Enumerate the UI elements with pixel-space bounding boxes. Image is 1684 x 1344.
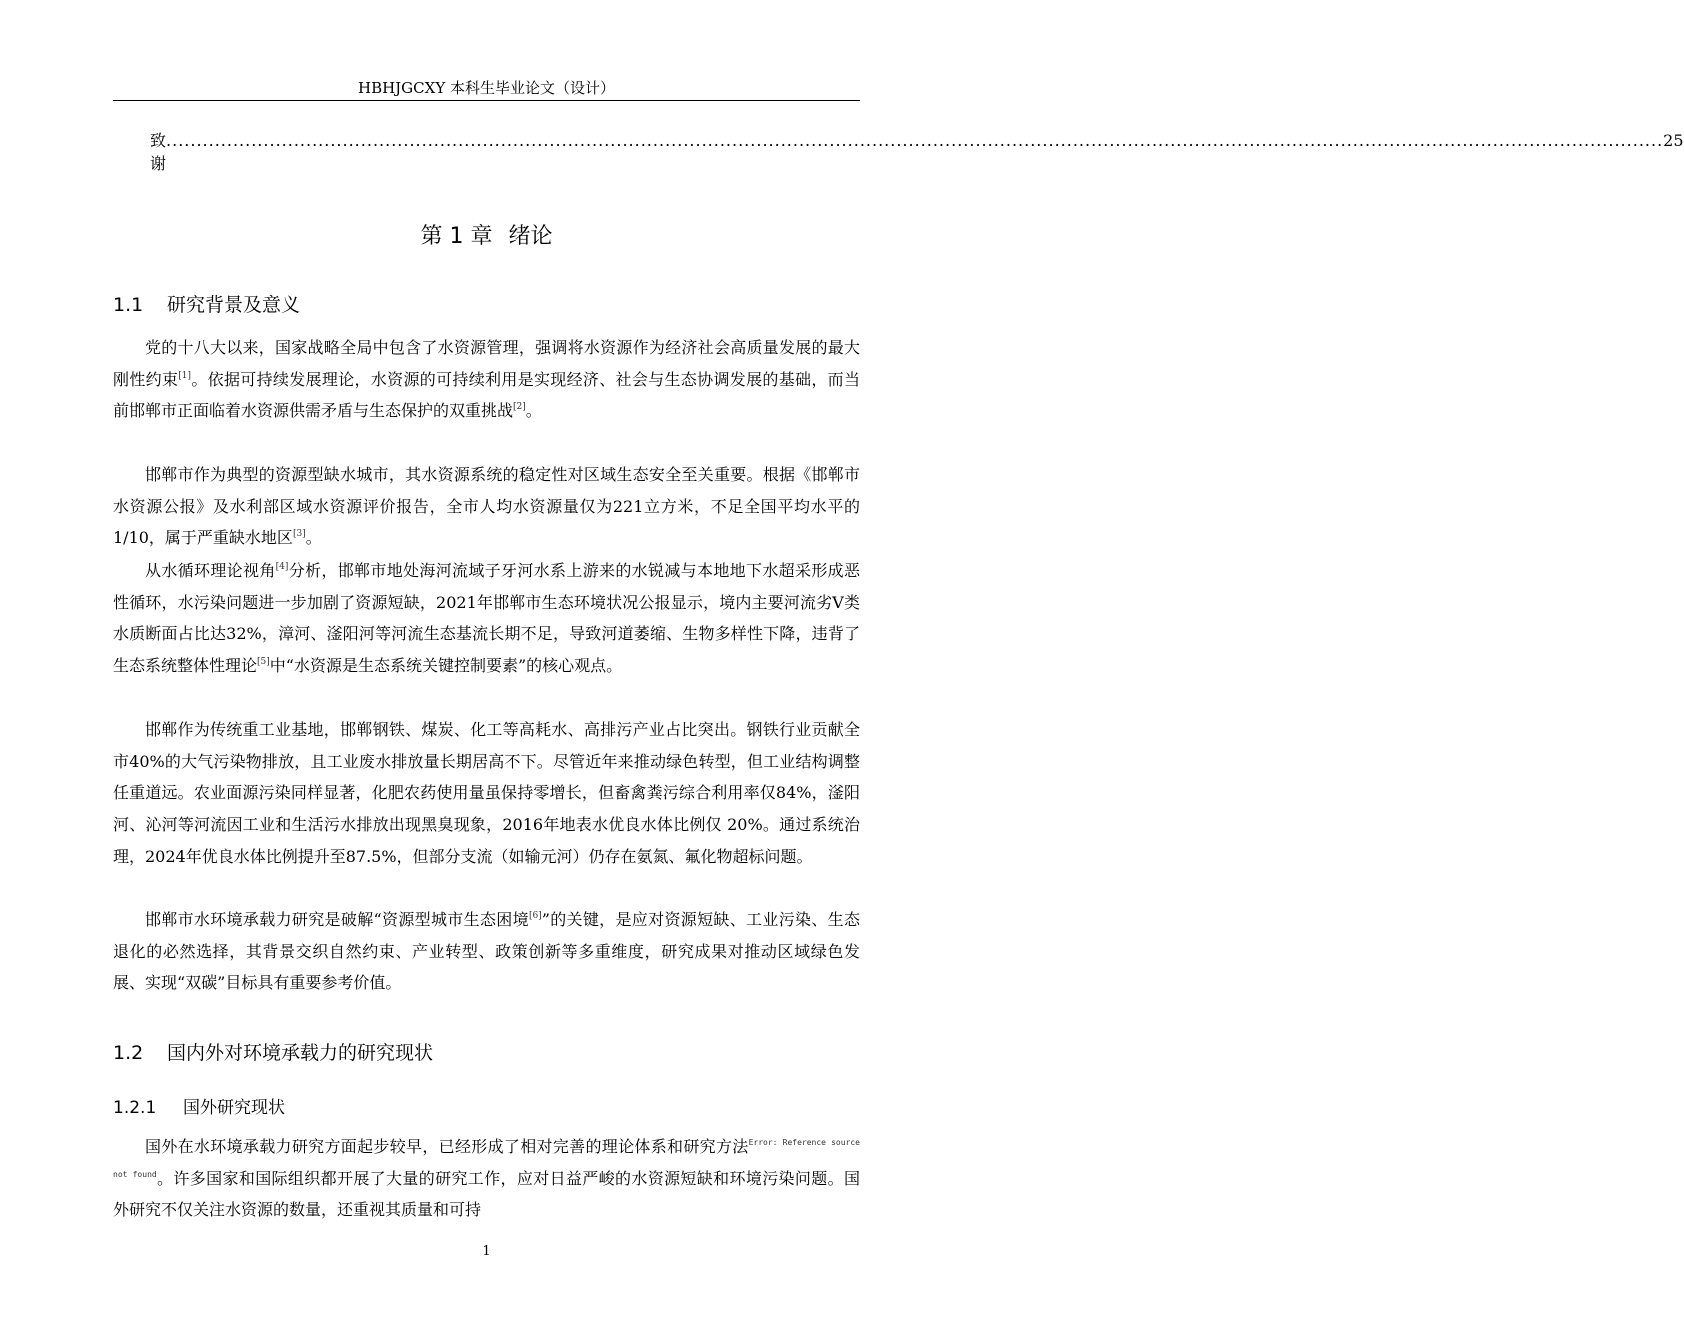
citation-3[interactable]: [3] (292, 529, 306, 540)
paragraph-text: 党的十八大以来，国家战略全局中包含了水资源管理，强调将水资源作为经济社会高质量发展的最大刚性约束 (113, 338, 860, 389)
paragraph-background-2 (113, 459, 860, 554)
paragraph-background-1 (113, 332, 860, 427)
paragraph-text: 。许多国家和国际组织都开展了大量的研究工作，应对日益严峻的水资源短缺和环境污染问题。国外研究不仅关注水资源的数量，还重视其质量和可持 (113, 1168, 860, 1220)
paragraph-text: ”的关键，是应对资源短缺、工业污染、生态退化的必然选择，其背景交织自然约束、产业转型、政策创新等多重维度，研究成果对推动区域绿色发展、实现“双碳”目标具有重要参考价值。 (113, 910, 860, 993)
citation-5[interactable]: [5] (257, 657, 270, 668)
paragraph-text: 中“水资源是生态系统关键控制要素”的核心观点。 (269, 656, 623, 676)
section-heading-1-2 (113, 1040, 433, 1066)
paragraph-text: 从水循环理论视角 (145, 561, 276, 580)
citation-2[interactable]: [2] (513, 402, 526, 413)
paragraph-background-3 (113, 555, 860, 682)
subsection-title: 国外研究现状 (183, 1098, 285, 1118)
header-divider (113, 100, 860, 101)
paragraph-text: 邯郸市水环境承载力研究是破解“资源型城市生态困境 (145, 910, 529, 929)
paragraph-background-5 (113, 904, 860, 999)
section-heading-1-1 (113, 292, 300, 318)
page-number: 1 (482, 1244, 491, 1259)
paragraph-text: 国外在水环境承载力研究方面起步较早，已经形成了相对完善的理论体系和研究方法 (145, 1137, 749, 1156)
chapter-heading (113, 222, 860, 252)
paragraph-text: 。 (525, 401, 542, 421)
citation-1[interactable]: [1] (178, 370, 192, 381)
section-title: 国内外对环境承载力的研究现状 (167, 1042, 434, 1064)
chapter-number: 第 1 章 (420, 224, 493, 249)
paragraph-text: 。依据可持续发展理论，水资源的可持续利用是实现经济、社会与生态协调发展的基础，而当前邯郸市正面临着水资源供需矛盾与生态保护的双重挑战 (113, 369, 860, 421)
section-number: 1.1 (113, 294, 144, 316)
section-number: 1.2 (113, 1042, 144, 1064)
toc-leader-dots: ...................................................................................................................................................................................................................................................... (166, 131, 1664, 150)
citation-6[interactable]: [6] (528, 911, 542, 921)
subsection-number: 1.2.1 (113, 1098, 157, 1118)
paragraph-text: 邯郸作为传统重工业基地，邯郸钢铁、煤炭、化工等高耗水、高排污产业占比突出。钢铁行业贡献全市40%的大气污染物排放，且工业废水排放量长期居高不下。尽管近年来推动绿色转型，但工业结构调整任重道远。农业面源污染同样显著，化肥农药使用量虽保持零增长，但畜禽粪污综合利用率仅84%，滏阳河、沁河等河流因工业和生活污水排放出现黑臭现象，2016年地表水优良水体比例仅 20%。通过系统治理，2024年优良水体比例提升至87.5%，但部分支流（如输元河）仍存在氨氮、氟化物超标问题。 (113, 720, 860, 866)
citation-4[interactable]: [4] (275, 562, 289, 572)
subsection-heading-1-2-1 (113, 1096, 285, 1120)
paragraph-text: 邯郸市作为典型的资源型缺水城市，其水资源系统的稳定性对区域生态安全至关重要。根据《邯郸市水资源公报》及水利部区域水资源评价报告，全市人均水资源量仅为221立方米，不足全国平均水平的1/10，属于严重缺水地区 (113, 465, 860, 548)
toc-page-number: 25 (1663, 131, 1684, 150)
toc-entry-acknowledgement[interactable] (150, 128, 1684, 173)
paragraph-text: 分析，邯郸市地处海河流域子牙河水系上游来的水锐减与本地地下水超采形成恶性循环，水污染问题进一步加剧了资源短缺，2021年邯郸市生态环境状况公报显示，境内主要河流劣Ⅴ类水质断面占比达32%，漳河、滏阳河等河流生态基流长期不足，导致河道萎缩、生物多样性下降，违背了生态系统整体性理论 (113, 561, 860, 676)
citation-error[interactable]: Error: Reference source not found (113, 1138, 860, 1179)
toc-label: 致谢 (150, 131, 167, 173)
section-title: 研究背景及意义 (167, 294, 301, 316)
page-header: HBHJGCXY 本科生毕业论文（设计） (357, 79, 615, 97)
chapter-title: 绪论 (508, 224, 553, 249)
paragraph-background-4 (113, 714, 860, 873)
paragraph-text: 。 (305, 528, 322, 548)
paragraph-foreign-research (113, 1131, 860, 1226)
